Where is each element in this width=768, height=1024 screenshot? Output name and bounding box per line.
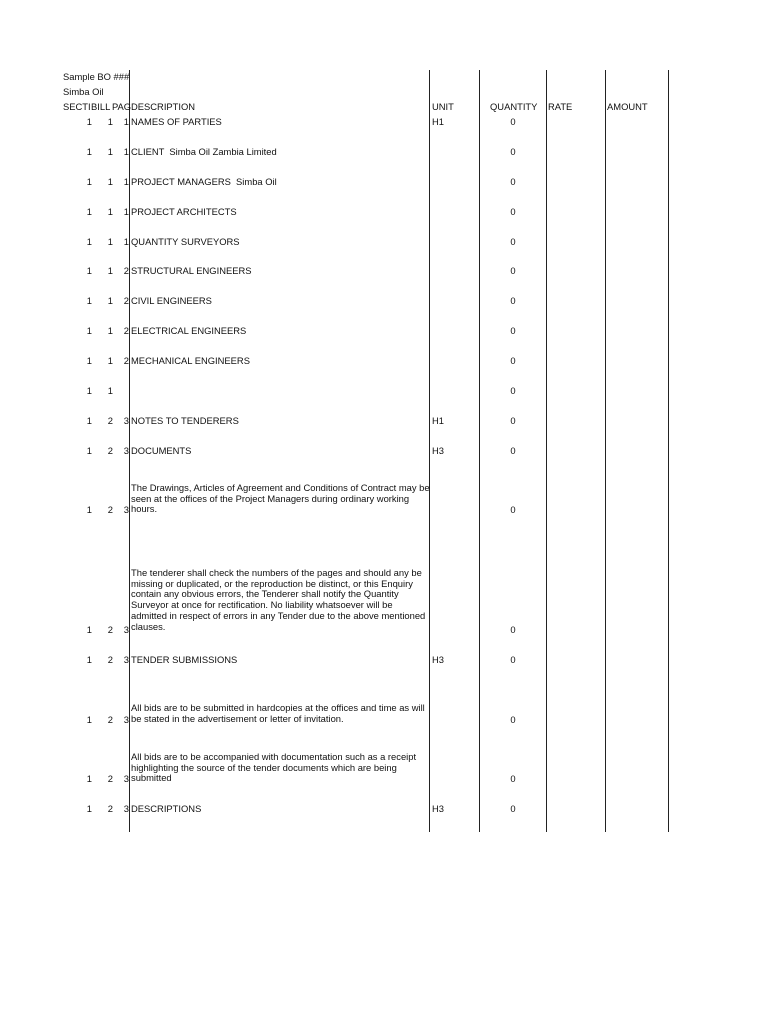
- cell-page: 3: [123, 445, 129, 456]
- cell-quantity: 0: [510, 176, 516, 187]
- cell-description: NOTES TO TENDERERS: [131, 415, 239, 426]
- cell-quantity: 0: [510, 236, 516, 247]
- cell-page: 1: [123, 116, 129, 127]
- cell-description: QUANTITY SURVEYORS: [131, 236, 240, 247]
- column-divider-quantity: [479, 70, 480, 832]
- cell-description: MECHANICAL ENGINEERS: [131, 355, 250, 366]
- cell-page: 3: [123, 803, 129, 814]
- cell-bill: 1: [107, 116, 113, 127]
- cell-page: 2: [123, 355, 129, 366]
- cell-page: 3: [123, 714, 129, 725]
- cell-description: PROJECT MANAGERS Simba Oil: [131, 176, 277, 187]
- cell-quantity: 0: [510, 624, 516, 635]
- cell-section: 1: [86, 445, 92, 456]
- cell-bill: 1: [107, 355, 113, 366]
- cell-description: All bids are to be submitted in hardcopies at the offices and time as will be stated in the advertisement or letter of invitation.: [131, 702, 425, 724]
- column-divider-amount: [605, 70, 606, 832]
- cell-quantity: 0: [510, 146, 516, 157]
- cell-page: 3: [123, 773, 129, 784]
- column-header-page: PAG: [112, 101, 132, 112]
- cell-quantity: 0: [510, 803, 516, 814]
- cell-bill: 2: [107, 654, 113, 665]
- cell-section: 1: [86, 624, 92, 635]
- cell-section: 1: [86, 176, 92, 187]
- cell-quantity: 0: [510, 385, 516, 396]
- cell-bill: 1: [107, 206, 113, 217]
- cell-section: 1: [86, 236, 92, 247]
- cell-section: 1: [86, 116, 92, 127]
- cell-description: CLIENT Simba Oil Zambia Limited: [131, 146, 277, 157]
- document-title: Sample BO ###: [63, 71, 130, 82]
- cell-description: The Drawings, Articles of Agreement and Conditions of Contract may be seen at the offices of the Project Managers during ordinary working hours.: [131, 482, 430, 515]
- cell-page: 3: [123, 624, 129, 635]
- cell-unit: H1: [432, 116, 444, 127]
- cell-section: 1: [86, 206, 92, 217]
- cell-bill: 2: [107, 624, 113, 635]
- cell-bill: 2: [107, 714, 113, 725]
- cell-description: DOCUMENTS: [131, 445, 192, 456]
- cell-section: 1: [86, 265, 92, 276]
- cell-section: 1: [86, 415, 92, 426]
- cell-bill: 1: [107, 385, 113, 396]
- cell-section: 1: [86, 504, 92, 515]
- cell-bill: 2: [107, 415, 113, 426]
- cell-quantity: 0: [510, 445, 516, 456]
- column-divider-description: [129, 70, 130, 832]
- cell-quantity: 0: [510, 116, 516, 127]
- column-header-quantity: QUANTITY: [490, 101, 538, 112]
- cell-bill: 2: [107, 445, 113, 456]
- cell-unit: H3: [432, 803, 444, 814]
- cell-section: 1: [86, 773, 92, 784]
- cell-page: 3: [123, 415, 129, 426]
- cell-bill: 2: [107, 803, 113, 814]
- document-subtitle: Simba Oil: [63, 86, 104, 97]
- cell-description: The tenderer shall check the numbers of the pages and should any be missing or duplicated, or the reproduction be distinct, or this Enquiry contain any obvious errors, the Tenderer shall notify the Quantity Surveyor at once for rectification. No liability whatsoever will be admitted in respect of errors in any Tender due to the above mentioned clauses.: [131, 567, 426, 632]
- cell-unit: H3: [432, 445, 444, 456]
- cell-section: 1: [86, 385, 92, 396]
- column-header-unit: UNIT: [432, 101, 454, 112]
- cell-section: 1: [86, 654, 92, 665]
- cell-page: 1: [123, 236, 129, 247]
- cell-description: PROJECT ARCHITECTS: [131, 206, 237, 217]
- cell-page: 1: [123, 206, 129, 217]
- cell-quantity: 0: [510, 773, 516, 784]
- cell-section: 1: [86, 355, 92, 366]
- cell-quantity: 0: [510, 355, 516, 366]
- cell-description: DESCRIPTIONS: [131, 803, 202, 814]
- cell-description: NAMES OF PARTIES: [131, 116, 222, 127]
- column-header-section: SECTI: [63, 101, 91, 112]
- cell-bill: 2: [107, 504, 113, 515]
- cell-description: STRUCTURAL ENGINEERS: [131, 265, 252, 276]
- cell-quantity: 0: [510, 714, 516, 725]
- cell-quantity: 0: [510, 654, 516, 665]
- cell-page: 2: [123, 295, 129, 306]
- cell-bill: 1: [107, 236, 113, 247]
- cell-section: 1: [86, 803, 92, 814]
- column-header-bill: BILL: [91, 101, 111, 112]
- cell-page: 1: [123, 176, 129, 187]
- cell-bill: 1: [107, 295, 113, 306]
- cell-description: TENDER SUBMISSIONS: [131, 654, 238, 665]
- column-header-rate: RATE: [548, 101, 573, 112]
- cell-quantity: 0: [510, 504, 516, 515]
- column-divider-right: [668, 70, 669, 832]
- cell-page: 3: [123, 654, 129, 665]
- cell-description: CIVIL ENGINEERS: [131, 295, 212, 306]
- cell-unit: H1: [432, 415, 444, 426]
- cell-quantity: 0: [510, 325, 516, 336]
- cell-unit: H3: [432, 654, 444, 665]
- cell-quantity: 0: [510, 295, 516, 306]
- cell-bill: 1: [107, 325, 113, 336]
- cell-page: 1: [123, 146, 129, 157]
- cell-quantity: 0: [510, 415, 516, 426]
- cell-page: 2: [123, 265, 129, 276]
- cell-bill: 1: [107, 176, 113, 187]
- cell-quantity: 0: [510, 206, 516, 217]
- column-header-description: DESCRIPTION: [131, 101, 196, 112]
- column-divider-rate: [546, 70, 547, 832]
- cell-bill: 1: [107, 146, 113, 157]
- cell-bill: 1: [107, 265, 113, 276]
- cell-bill: 2: [107, 773, 113, 784]
- cell-section: 1: [86, 325, 92, 336]
- cell-page: 3: [123, 504, 129, 515]
- cell-page: 2: [123, 325, 129, 336]
- cell-section: 1: [86, 714, 92, 725]
- cell-quantity: 0: [510, 265, 516, 276]
- cell-section: 1: [86, 295, 92, 306]
- cell-section: 1: [86, 146, 92, 157]
- cell-description: ELECTRICAL ENGINEERS: [131, 325, 247, 336]
- column-header-amount: AMOUNT: [607, 101, 648, 112]
- cell-description: All bids are to be accompanied with documentation such as a receipt highlighting the source of the tender documents which are being submitted: [131, 751, 417, 784]
